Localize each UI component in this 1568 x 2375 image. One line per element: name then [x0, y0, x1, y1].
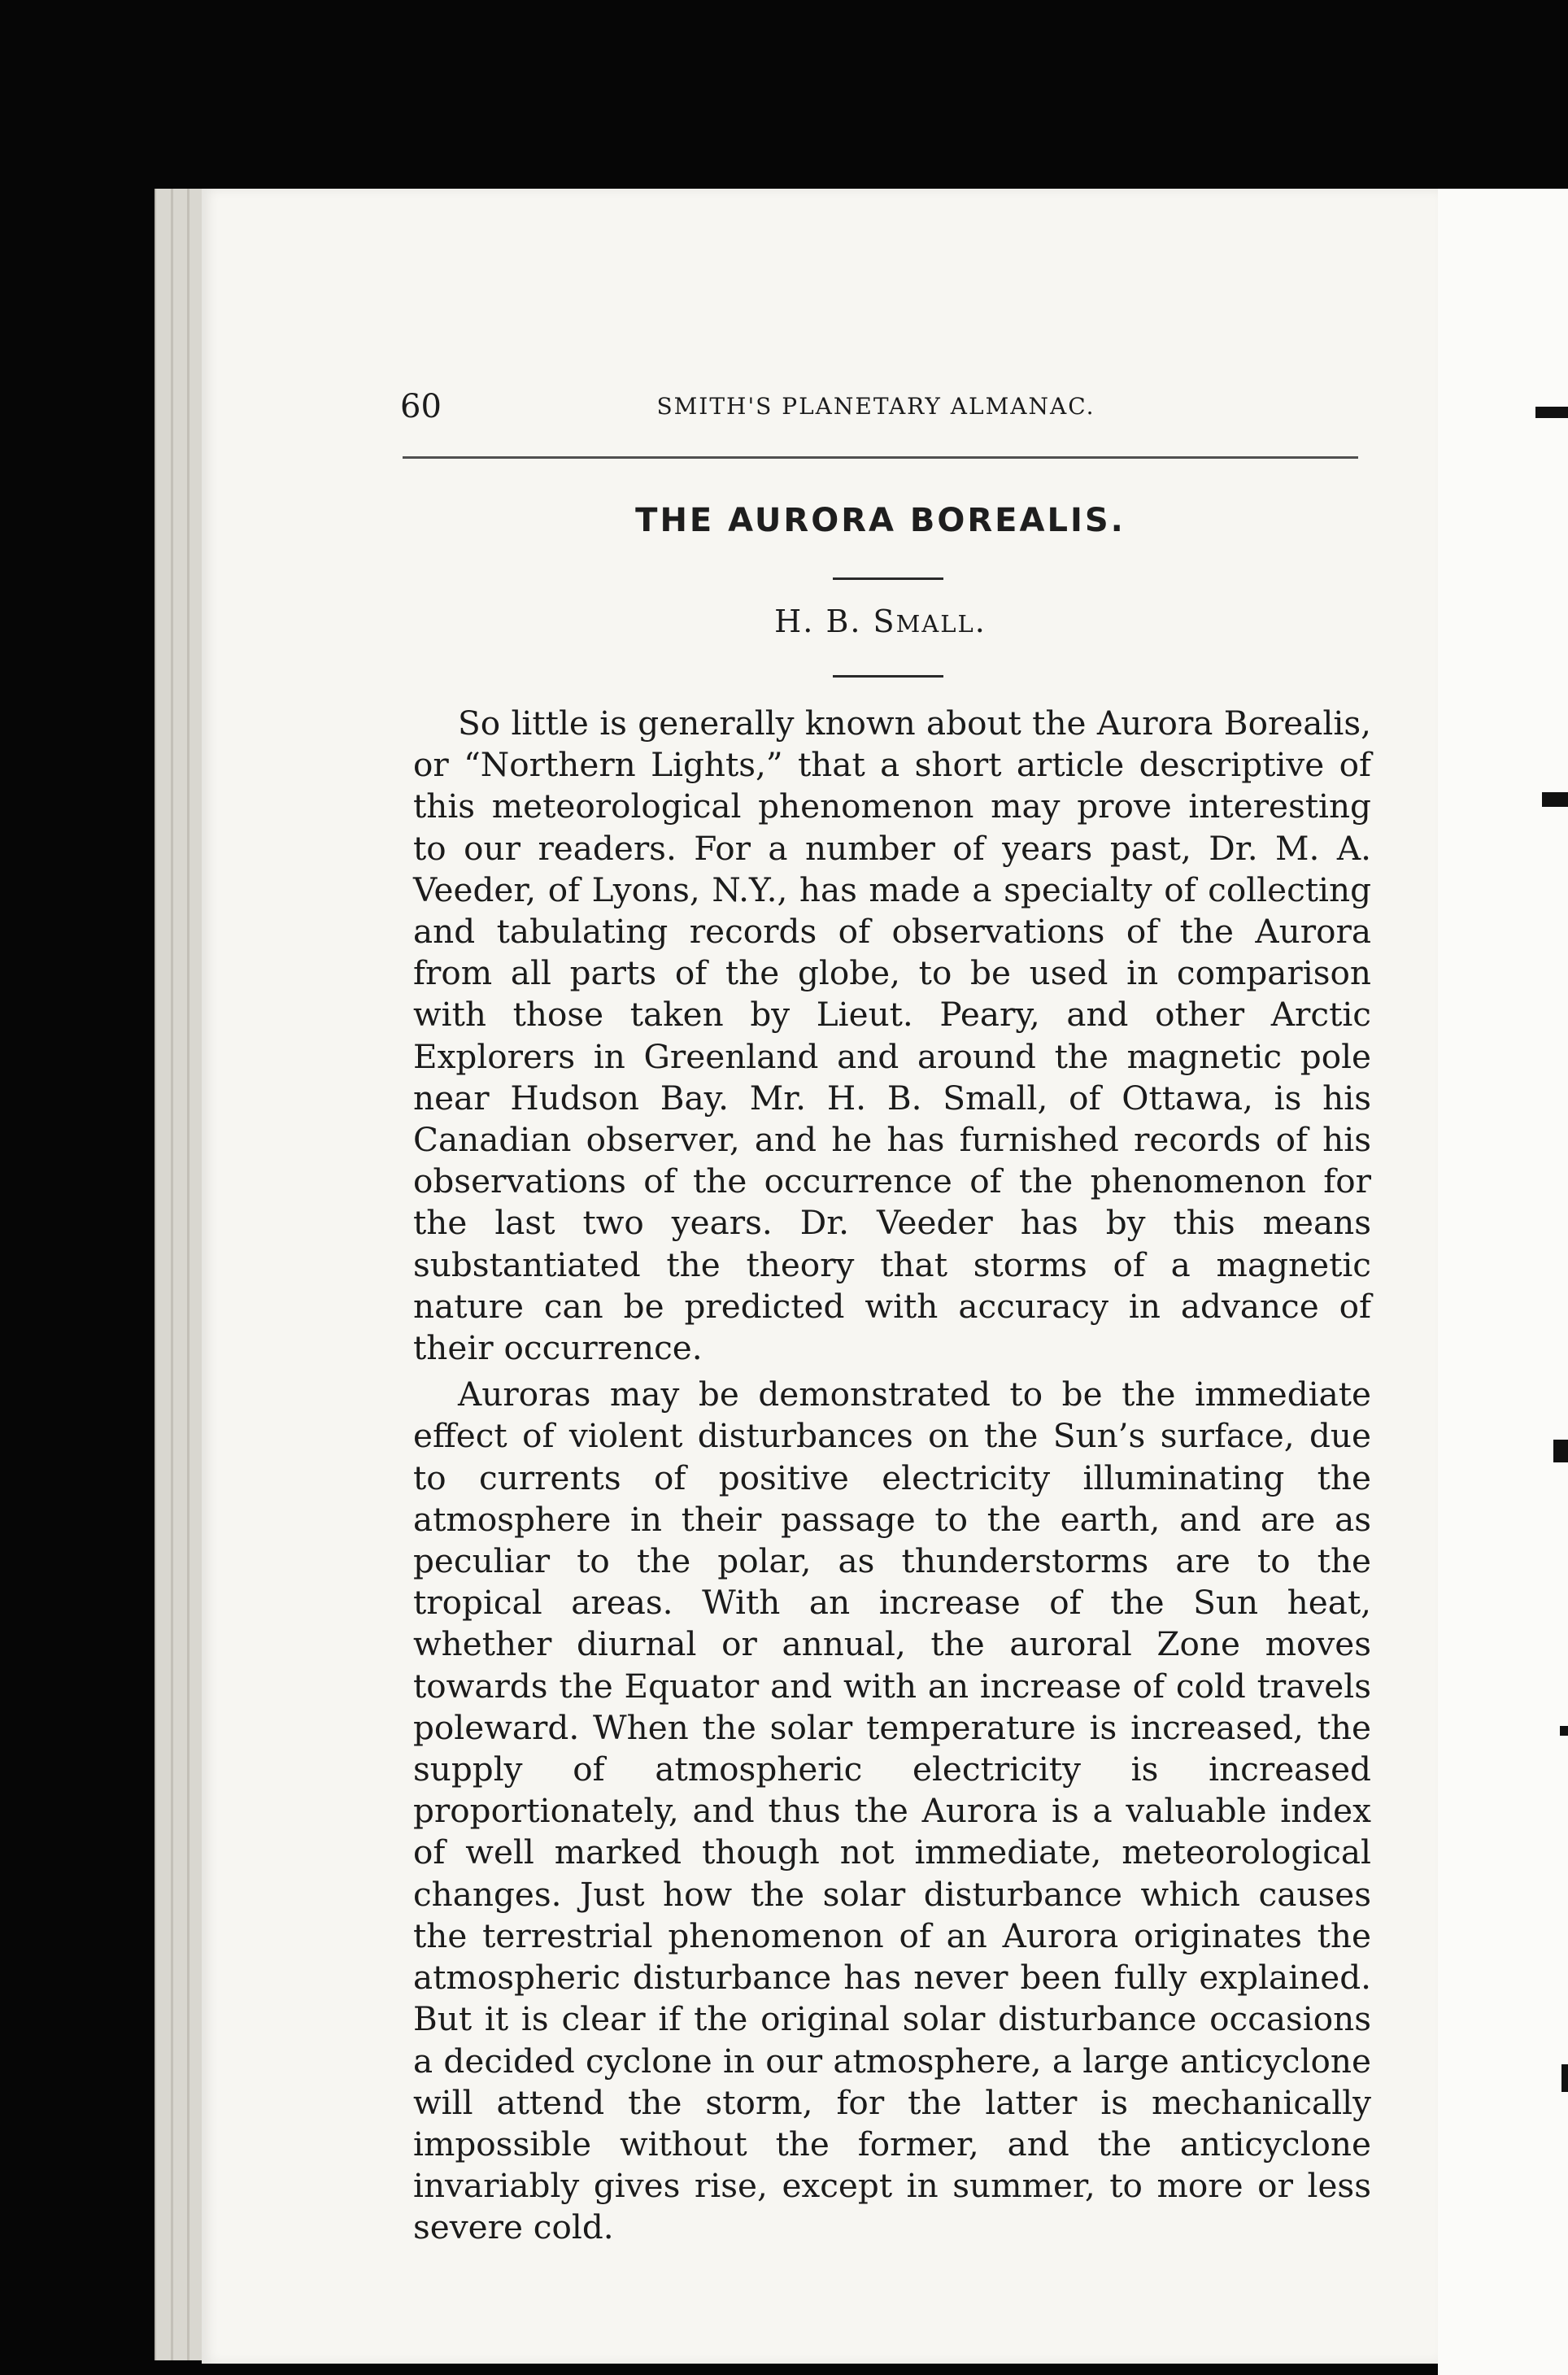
- page-edge-line: [187, 189, 189, 2360]
- article-body: [413, 703, 1371, 2249]
- page-header: [400, 386, 1352, 428]
- byline-period: .: [974, 604, 987, 639]
- byline: [403, 600, 1358, 645]
- running-head: SMITH'S PLANETARY ALMANAC.: [656, 393, 1095, 420]
- edge-mark: [1542, 792, 1568, 807]
- byline-rule: [833, 675, 943, 678]
- edge-mark: [1561, 2064, 1568, 2092]
- edge-mark: [1535, 407, 1568, 418]
- edge-mark: [1560, 1726, 1568, 1736]
- paragraph: So little is generally known about the Aurora Borealis, or “Northern Lights,” that a short article descriptive of this meteorological phenomenon may prove interesting to our readers. For a number of years past, Dr. M. A. Veeder, of Lyons, N.Y., has made a specialty of collecting and tabulating records of observations of the Aurora from all parts of the globe, to be used in comparison with those taken by Lieut. Peary, and other Arctic Explorers in Greenland and around the magnetic pole near Hudson Bay. Mr. H. B. Small, of Ottawa, is his Canadian observer, and he has furnished records of his observations of the occurrence of the phenomenon for the last two years. Dr. Veeder has by this means substantiated the theory that storms of a magnetic nature can be predicted with accuracy in advance of their occurrence.: [413, 704, 1371, 1368]
- page-number: 60: [400, 388, 442, 425]
- title-rule: [833, 577, 943, 580]
- page-edge-line: [171, 189, 173, 2360]
- header-rule: [403, 456, 1358, 459]
- byline-surname: MALL: [895, 610, 975, 638]
- edge-mark: [1553, 1440, 1568, 1462]
- byline-initials: H. B. S: [774, 604, 896, 639]
- facing-page-edge: [1438, 189, 1568, 2375]
- paragraph: Auroras may be demonstrated to be the immediate effect of violent disturbances on the Sun’s surface, due to currents of positive electricity illuminating the atmosphere in their passage to the earth, and are as peculiar to the polar, as thunderstorms are to the tropical areas. With an increase of the Sun heat, whether diurnal or annual, the auroral Zone moves towards the Equator and with an increase of cold travels poleward. When the solar temperature is increased, the supply of atmospheric electricity is increased proportionately, and thus the Aurora is a valuable index of well marked though not immediate, meteorological changes. Just how the solar disturbance which causes the terrestrial phenomenon of an Aurora originates the atmospheric disturbance has never been fully explained. But it is clear if the original solar disturbance occasions a decided cyclone in our atmosphere, a large anticyclone will attend the storm, for the latter is mechanically impossible without the former, and the anticyclone invariably gives rise, except in summer, to more or less severe cold.: [413, 1375, 1371, 2247]
- article-title: THE AURORA BOREALIS.: [635, 502, 1126, 539]
